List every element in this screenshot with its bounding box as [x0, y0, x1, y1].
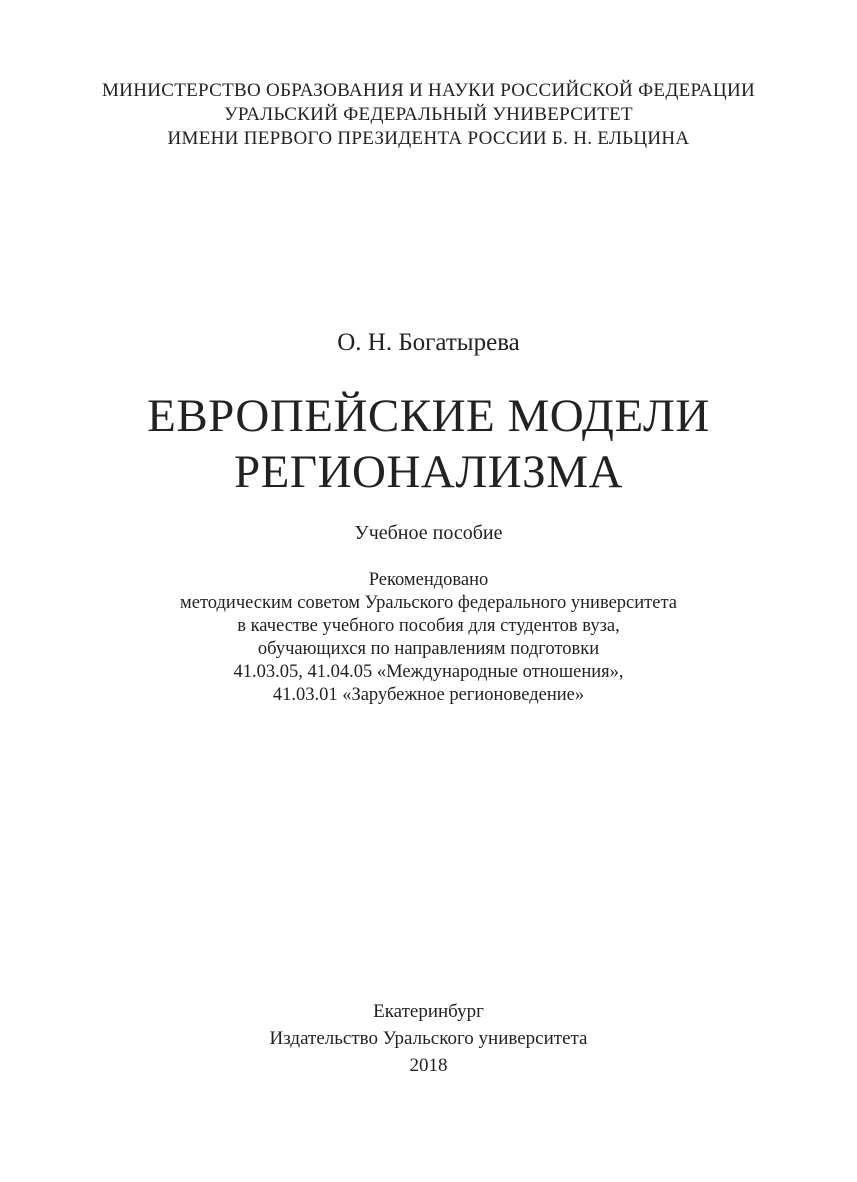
imprint-year: 2018	[409, 1055, 448, 1076]
ministry-header	[0, 79, 857, 151]
recommendation-block	[0, 569, 857, 707]
imprint-publisher: Издательство Уральского университета	[269, 1028, 588, 1049]
university-name-line: ИМЕНИ ПЕРВОГО ПРЕЗИДЕНТА РОССИИ Б. Н. ЕЛЬЦИНА	[167, 128, 690, 149]
recommendation-line: в качестве учебного пособия для студентов вуза,	[237, 616, 620, 636]
recommendation-line: 41.03.05, 41.04.05 «Международные отношения»,	[233, 662, 624, 682]
recommendation-line: 41.03.01 «Зарубежное регионоведение»	[272, 685, 585, 705]
imprint-block	[0, 998, 857, 1079]
recommendation-line: обучающихся по направлениям подготовки	[257, 639, 600, 659]
recommendation-line: Рекомендовано	[368, 570, 489, 590]
imprint-city: Екатеринбург	[373, 1001, 484, 1022]
author-text: О. Н. Богатырева	[337, 329, 520, 356]
book-title-line-2: РЕГИОНАЛИЗМА	[234, 446, 623, 498]
author-name	[0, 328, 857, 358]
recommendation-line: методическим советом Уральского федерального университета	[180, 593, 677, 613]
book-title	[0, 388, 857, 500]
book-title-line-1: ЕВРОПЕЙСКИЕ МОДЕЛИ	[147, 390, 710, 442]
ministry-line: МИНИСТЕРСТВО ОБРАЗОВАНИЯ И НАУКИ РОССИЙСКОЙ ФЕДЕРАЦИИ	[101, 80, 756, 101]
book-type	[0, 520, 857, 546]
university-line: УРАЛЬСКИЙ ФЕДЕРАЛЬНЫЙ УНИВЕРСИТЕТ	[224, 104, 633, 125]
book-type-text: Учебное пособие	[354, 522, 503, 544]
